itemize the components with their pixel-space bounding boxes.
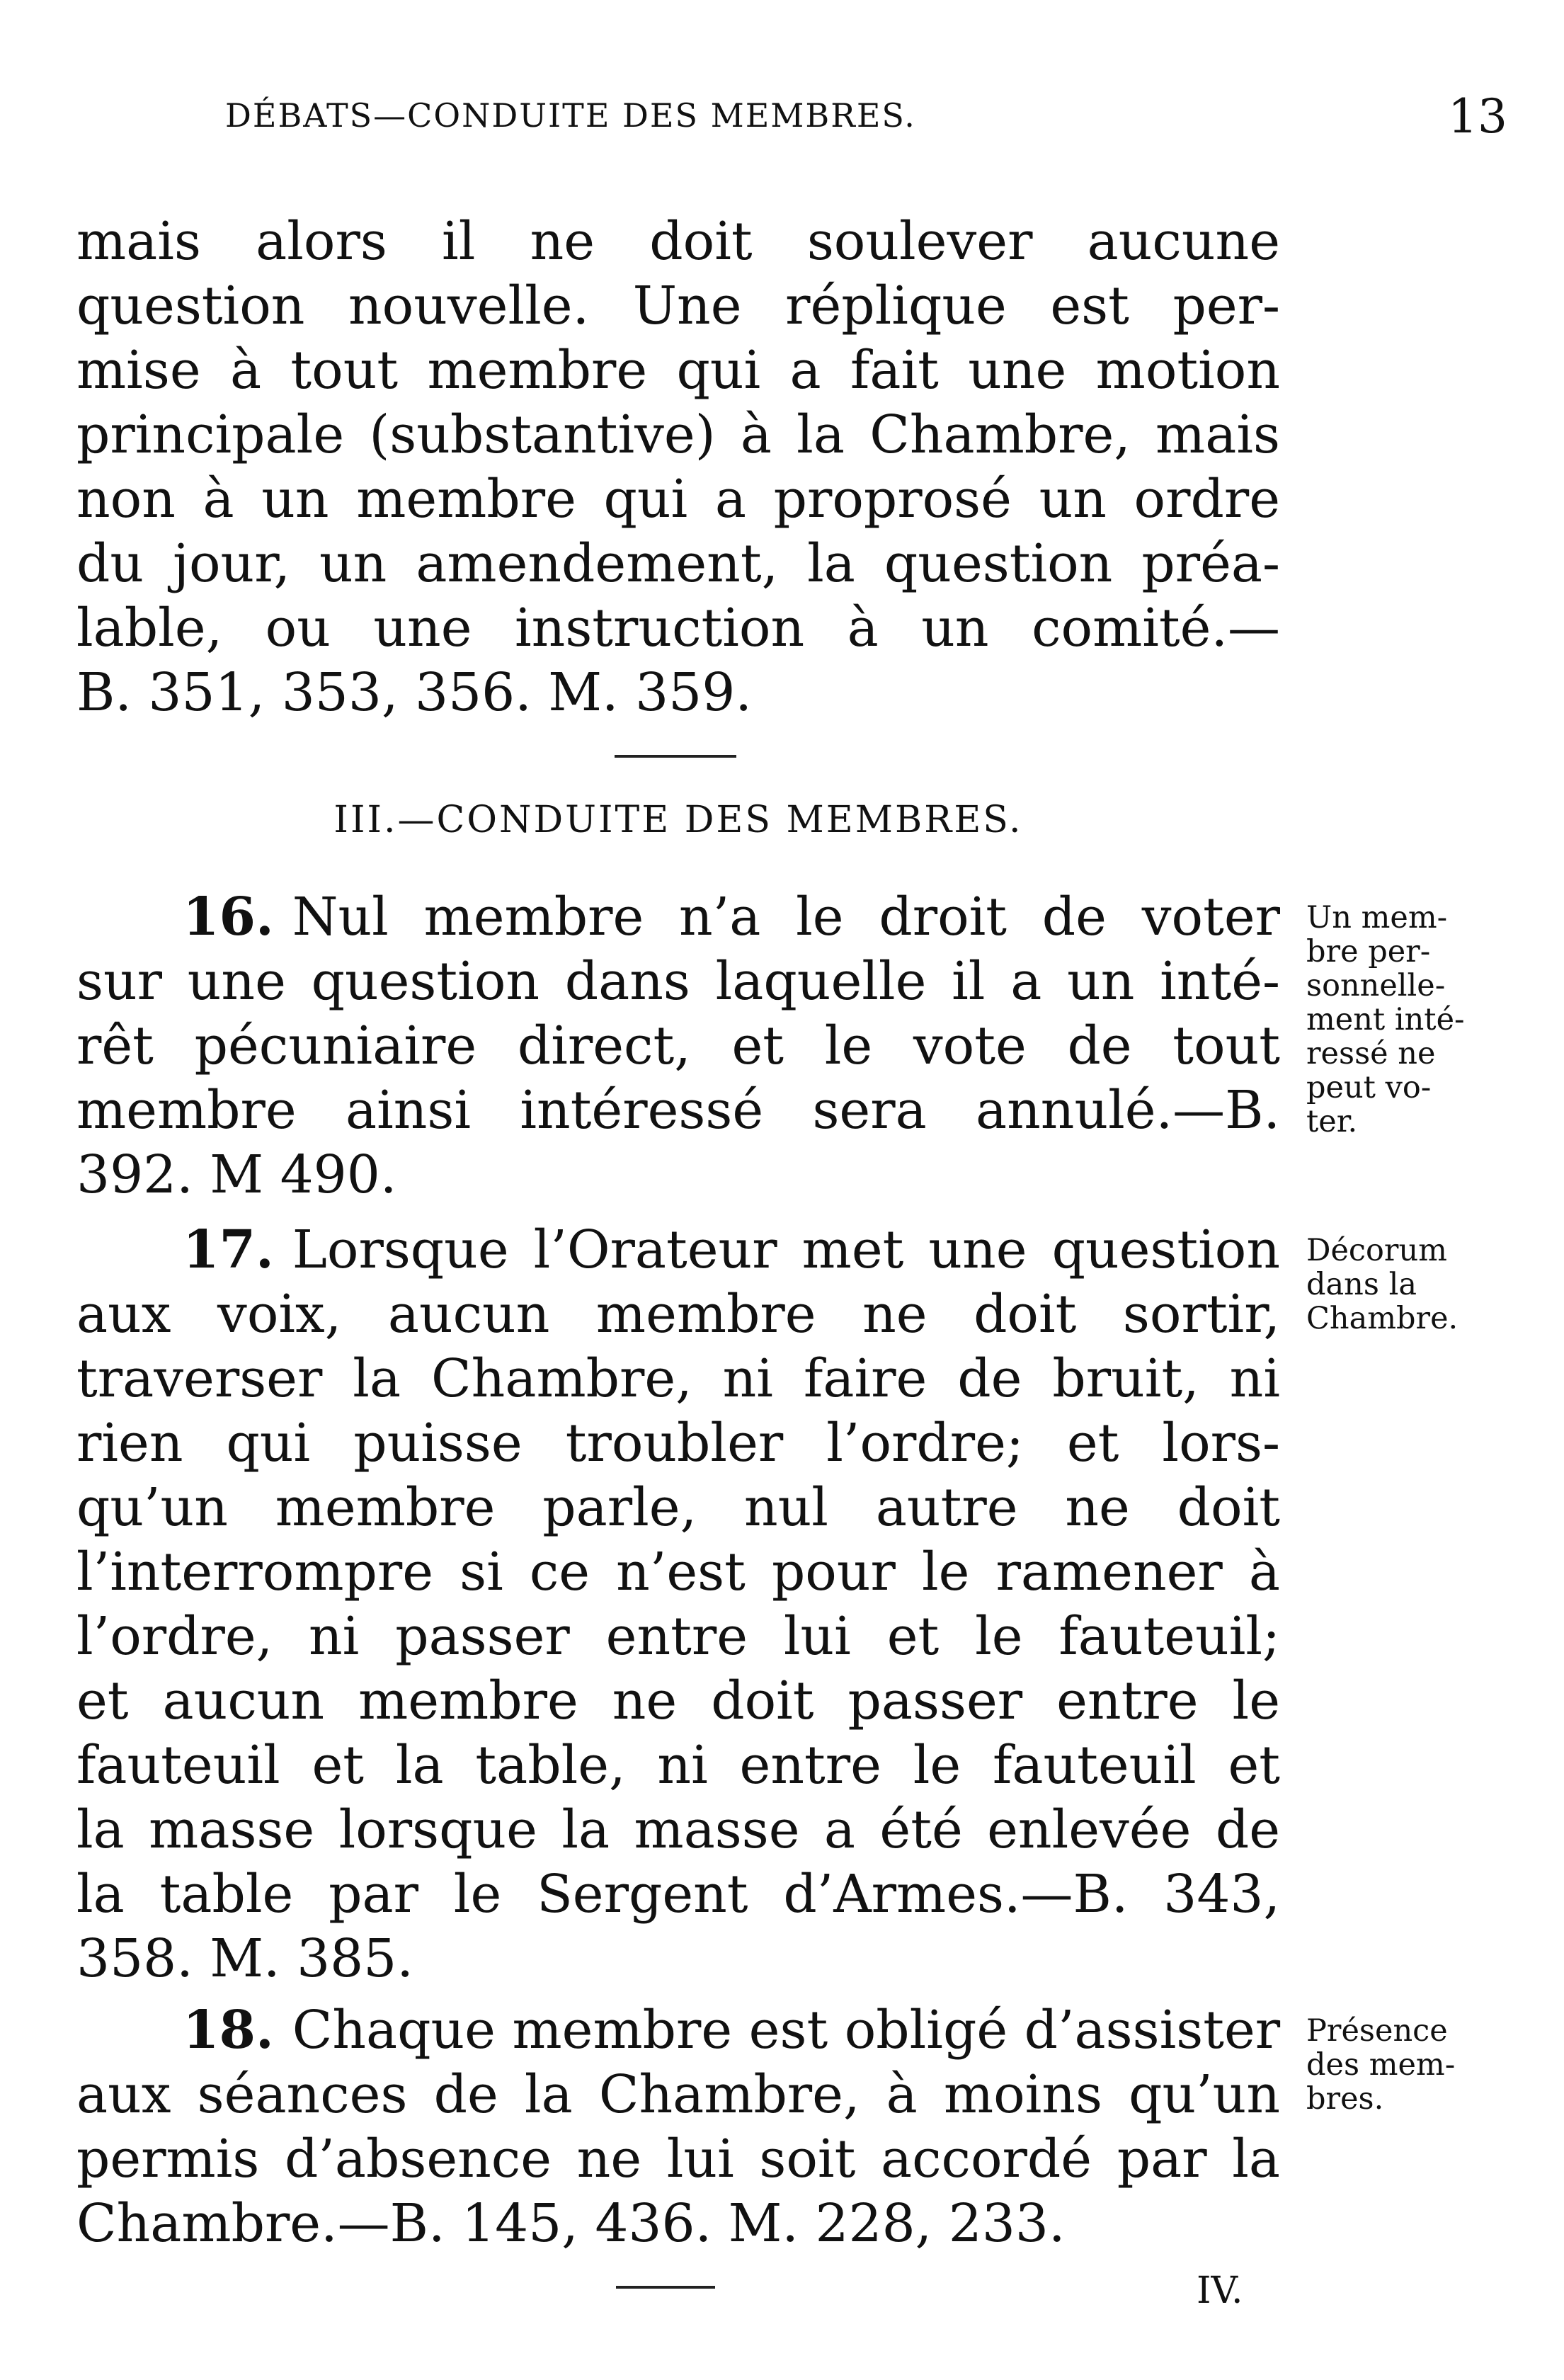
margin-note-line: Décorum	[1306, 1233, 1447, 1268]
text-line: qu’un membre parle, nul autre ne doit	[76, 1477, 1280, 1538]
margin-note-18	[1306, 2014, 1547, 2116]
article-number: 17.	[183, 1219, 274, 1280]
text-line: principale (substantive) à la Chambre, mais	[76, 404, 1280, 465]
article-17	[76, 1218, 1280, 1991]
text-line: du jour, un amendement, la question préa-	[76, 533, 1280, 594]
text-line: Chambre.—B. 145, 436. M. 228, 233.	[76, 2193, 1066, 2254]
margin-note-line: Un mem-	[1306, 900, 1448, 935]
margin-note-line: Chambre.	[1306, 1301, 1459, 1336]
text-line: l’ordre, ni passer entre lui et le fauteuil;	[76, 1606, 1280, 1667]
margin-note-17	[1306, 1234, 1547, 1336]
article-number: 18.	[183, 2000, 274, 2061]
end-divider-rule	[616, 2286, 715, 2289]
running-head: DÉBATS—CONDUITE DES MEMBRES.	[225, 96, 916, 135]
text-line: Lorsque l’Orateur met une question	[292, 1219, 1280, 1280]
margin-note-line: bres.	[1306, 2081, 1384, 2117]
text-line: 358. M. 385.	[76, 1928, 413, 1989]
text-line: aux voix, aucun membre ne doit sortir,	[76, 1284, 1280, 1345]
margin-note-line: des mem-	[1306, 2047, 1456, 2083]
text-line: membre ainsi intéressé sera annulé.—B.	[76, 1080, 1280, 1141]
text-line: 392. M 490.	[76, 1144, 397, 1205]
text-line: rien qui puisse troubler l’ordre; et lors-	[76, 1413, 1280, 1474]
margin-note-line: bre per-	[1306, 934, 1431, 969]
article-first-line	[76, 1218, 1280, 1282]
text-line: sur une question dans laquelle il a un inté-	[76, 951, 1280, 1012]
section-title: III.—CONDUITE DES MEMBRES.	[333, 799, 1023, 841]
article-first-line	[76, 885, 1280, 950]
text-line: Chaque membre est obligé d’assister	[292, 2000, 1281, 2061]
section-divider-rule	[615, 755, 736, 758]
text-line: lable, ou une instruction à un comité.—	[76, 598, 1280, 659]
text-line: mise à tout membre qui a fait une motion	[76, 340, 1280, 401]
text-line: mais alors il ne doit soulever aucune	[76, 211, 1280, 272]
margin-note-line: sonnelle-	[1306, 968, 1446, 1003]
margin-note-line: ment inté-	[1306, 1002, 1465, 1037]
text-line: traverser la Chambre, ni faire de bruit, ni	[76, 1348, 1280, 1409]
text-line: la masse lorsque la masse a été enlevée de	[76, 1799, 1280, 1860]
text-line: Nul membre n’a le droit de voter	[292, 887, 1280, 947]
margin-note-line: ter.	[1306, 1104, 1358, 1139]
article-18	[76, 1998, 1280, 2256]
margin-note-line: ressé ne	[1306, 1036, 1436, 1071]
text-line: la table par le Sergent d’Armes.—B. 343,	[76, 1864, 1280, 1925]
text-line: permis d’absence ne lui soit accordé par la	[76, 2129, 1280, 2190]
text-line: fauteuil et la table, ni entre le fauteuil et	[76, 1735, 1280, 1796]
page-number: 13	[1448, 89, 1507, 144]
catchword: IV.	[1197, 2270, 1243, 2312]
article-number: 16.	[183, 887, 274, 947]
intro-paragraph	[76, 210, 1280, 725]
text-line: question nouvelle. Une réplique est per-	[76, 275, 1280, 336]
margin-note-16	[1306, 901, 1547, 1139]
text-line: non à un membre qui a proprosé un ordre	[76, 469, 1280, 530]
article-first-line	[76, 1998, 1280, 2063]
text-line: et aucun membre ne doit passer entre le	[76, 1670, 1280, 1731]
article-16	[76, 885, 1280, 1207]
margin-note-line: dans la	[1306, 1267, 1417, 1302]
text-line: B. 351, 353, 356. M. 359.	[76, 662, 752, 723]
text-line: aux séances de la Chambre, à moins qu’un	[76, 2064, 1280, 2125]
margin-note-line: Présence	[1306, 2013, 1448, 2049]
text-line: l’interrompre si ce n’est pour le ramener à	[76, 1542, 1280, 1602]
margin-note-line: peut vo-	[1306, 1070, 1432, 1105]
text-line: rêt pécuniaire direct, et le vote de tout	[76, 1015, 1280, 1076]
